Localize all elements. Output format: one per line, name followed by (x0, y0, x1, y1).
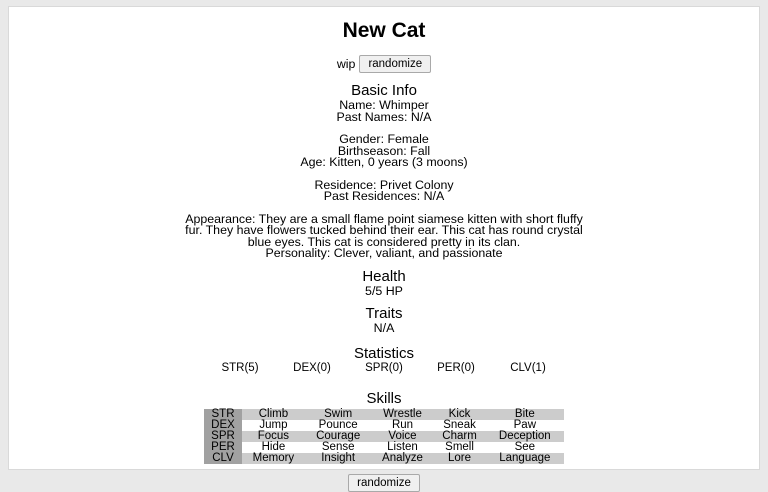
skill-cell: Run (391, 419, 414, 431)
skill-cell: See (514, 441, 536, 453)
residence-line: Residence: Privet Colony (314, 177, 454, 192)
past-residences-line: Past Residences: N/A (323, 189, 445, 203)
skill-cell: Deception (486, 431, 564, 442)
skill-cell: Sense (321, 441, 355, 453)
skill-cell: Language (486, 453, 564, 464)
name-line: Name: Whimper (339, 98, 429, 112)
skill-cell: Charm (433, 431, 485, 442)
skill-cell: Hide (261, 441, 286, 453)
bottom-button-row (9, 473, 759, 492)
wip-row (9, 55, 759, 73)
skill-cell: Focus (242, 431, 305, 442)
skills-heading: Skills (366, 390, 402, 407)
appearance-line: Appearance: They are a small flame point siamese kitten with short fluffy fur. They have flowers tucked behind their ear. This cat has round crystal blue eyes. This cat is considered pretty in its clan. (185, 211, 583, 249)
skills-table (204, 409, 564, 464)
skill-cell: Listen (387, 441, 418, 453)
randomize-button-top[interactable]: randomize (359, 55, 431, 73)
basic-info-heading: Basic Info (351, 82, 417, 99)
stat-clv: CLV(1) (510, 361, 546, 374)
skills-row-clv (204, 453, 564, 464)
statistics-row (204, 363, 564, 375)
appearance-group (177, 211, 591, 260)
skill-cell: Smell (445, 441, 474, 453)
skills-row-header-dex: DEX (204, 420, 242, 431)
health-value: 5/5 HP (365, 283, 403, 298)
skill-cell: Voice (372, 431, 434, 442)
gender-line: Gender: Female (339, 132, 429, 146)
stat-str: STR(5) (221, 361, 259, 374)
skill-cell: Courage (305, 431, 372, 442)
personality-line: Personality: Clever, valiant, and passionate (265, 246, 503, 260)
demographics-group (9, 134, 759, 169)
residence-group (9, 177, 759, 203)
skills-row-header-per: PER (204, 442, 242, 453)
skill-cell: Bite (486, 409, 564, 420)
skill-cell: Analyze (372, 453, 434, 464)
new-cat-page (8, 6, 760, 489)
skill-cell: Insight (305, 453, 372, 464)
skills-row-header-spr: SPR (204, 431, 242, 442)
stat-per: PER(0) (437, 361, 475, 374)
traits-heading: Traits (365, 305, 403, 322)
birthseason-line: Birthseason: Fall (337, 143, 431, 158)
skills-row-str (204, 409, 564, 420)
traits-value: N/A (373, 321, 395, 335)
randomize-button-bottom[interactable]: randomize (348, 474, 420, 492)
health-heading: Health (362, 267, 406, 285)
skill-cell: Paw (513, 419, 536, 431)
wip-label: wip (336, 57, 356, 71)
skill-cell: Wrestle (372, 409, 434, 420)
skill-cell: Climb (242, 409, 305, 420)
page-title: New Cat (342, 19, 426, 42)
skills-row-header-clv: CLV (204, 453, 242, 464)
skill-cell: Lore (433, 453, 485, 464)
skill-cell: Swim (305, 409, 372, 420)
stat-spr: SPR(0) (365, 361, 403, 374)
skill-cell: Sneak (443, 419, 476, 431)
statistics-heading: Statistics (353, 344, 414, 362)
skill-cell: Kick (433, 409, 485, 420)
stat-dex: DEX(0) (293, 361, 331, 374)
skills-row-header-str: STR (204, 409, 242, 420)
skill-cell: Pounce (318, 419, 358, 431)
skills-row-spr (204, 431, 564, 442)
identity-group (9, 100, 759, 123)
skill-cell: Memory (242, 453, 305, 464)
age-line: Age: Kitten, 0 years (3 moons) (300, 155, 468, 169)
past-names-line: Past Names: N/A (336, 109, 432, 124)
skill-cell: Jump (259, 419, 288, 431)
